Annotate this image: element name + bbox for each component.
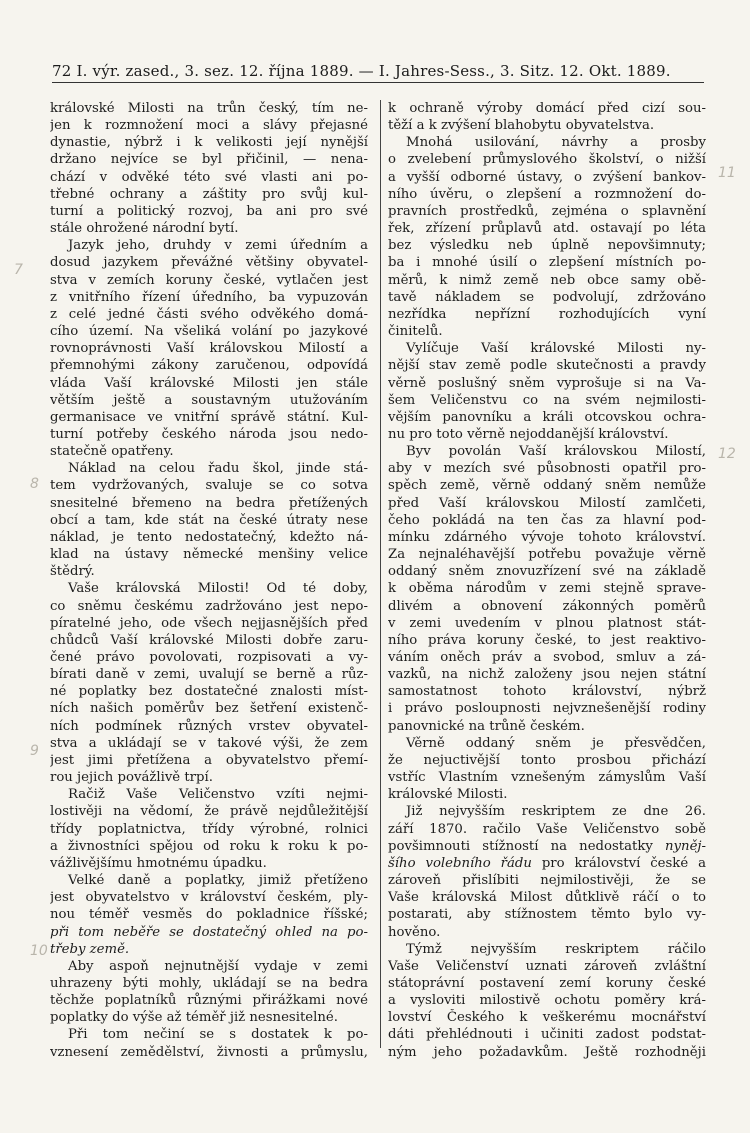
text-line: tem vydržovaných, svaluje se co sotva	[50, 478, 368, 494]
text-line: činitelů.	[388, 324, 443, 340]
text-line: vějším panovníku a králi otcovskou ochra-	[388, 409, 706, 425]
text-line: a vysloviti milostivě ochotu poměry krá-	[388, 993, 706, 1009]
text-line: chází v odvěké této své vlasti ani po-	[50, 169, 368, 185]
text-line: Již nejvyšším reskriptem ze dne 26.	[406, 804, 706, 820]
margin-note-10: 10	[30, 943, 48, 959]
text-line: vznesení zemědělství, živnosti a průmyslu,	[50, 1044, 368, 1060]
text-line: Vaše královská Milosti! Od té doby,	[68, 581, 368, 597]
text-line: né poplatky bez dostatečné znalosti míst-	[50, 684, 368, 700]
text-line: a živnostníci spějou od roku k roku k po-	[50, 838, 368, 854]
text-line: před Vaší královskou Milostí zamlčeti,	[388, 495, 706, 511]
margin-note-9: 9	[30, 743, 39, 759]
text-line: stva v zemích koruny české, vytlačen jest	[50, 272, 368, 288]
text-line: Račiž Vaše Veličenstvo vzíti nejmi-	[68, 787, 368, 803]
text-line: štědrý.	[50, 564, 95, 580]
text-line: vstříc Vlastním vznešeným zámyslům Vaší	[388, 770, 706, 786]
text-line: mínku zdárného vývoje tohoto království.	[388, 529, 706, 545]
text-line: čené právo povolovati, rozpisovati a vy-	[50, 650, 368, 665]
text-line: obcí a tam, kde stát na české útraty nese	[50, 512, 368, 528]
text-line: Věrně oddaný sněm je přesvědčen,	[406, 735, 706, 751]
text-line: šího volebního řádu pro království české a	[388, 855, 706, 871]
text-line: spěch země, věrně oddaný sněm nemůže	[388, 478, 706, 494]
text-line: lostivěji na vědomí, že právě nejdůležitější	[50, 804, 368, 820]
text-line: chůdců Vaší královské Milosti dobře zaru-	[50, 632, 368, 648]
text-line: turní potřeby českého národa jsou nedo-	[50, 426, 368, 442]
text-line: uhrazeny býti mohly, ukládají se na bedra	[50, 975, 368, 991]
text-line: rovnoprávnosti Vaší královskou Milostí a	[50, 341, 368, 357]
text-line: bez výsledku neb úplně nepovšimnuty;	[388, 238, 706, 254]
text-line: vláda Vaší královské Milosti jen stále	[50, 375, 368, 391]
text-line: třebné ochrany a záštity pro svůj kul-	[50, 186, 368, 202]
text-line: větším ještě a soustavným utužováním	[50, 392, 368, 408]
text-line: váním oněch práv a svobod, smluv a zá-	[388, 650, 706, 665]
text-line: ným jeho požadavkům. Ještě rozhodněji	[388, 1044, 706, 1060]
text-line: dáti přehlédnouti i učiniti zadost podstat-	[388, 1027, 706, 1043]
column-divider	[380, 100, 381, 1048]
text-line: hověno.	[388, 924, 441, 940]
text-line: Vylíčuje Vaší královské Milosti ny-	[406, 341, 706, 357]
text-line: při tom neběře se dostatečný ohled na po-	[50, 924, 368, 940]
text-line: září 1870. račilo Vaše Veličenstvo sobě	[388, 821, 706, 837]
text-line: jest obyvatelstvo v království českém, ply-	[50, 890, 368, 906]
text-line: lovství Českého k veškerému mocnářství	[388, 1010, 706, 1026]
text-line: postarati, aby stížnostem těmto bylo vy-	[388, 907, 706, 923]
text-line: rou jejich povážlivě trpí.	[50, 770, 213, 786]
text-line: klad na ústavy německé menšiny velice	[50, 547, 368, 563]
text-line: o zvelebení průmyslového školství, o nižší	[388, 152, 706, 168]
text-line: germanisace ve vnitřní správě státní. Kul-	[50, 409, 368, 425]
text-line: dynastie, nýbrž i k velikosti její nynější	[50, 135, 368, 151]
text-line: Týmž nejvyšším reskriptem ráčilo	[406, 941, 706, 957]
text-line: jen k rozmnožení moci a slávy přejasné	[50, 118, 368, 134]
text-line: nou téměř vesměs do pokladnice říšské;	[50, 907, 368, 923]
text-line: řek, zřízení průplavů atd. ostavají po léta	[388, 221, 706, 237]
text-line: jest jimi přetížena a obyvatelstvo přemí-	[50, 752, 368, 768]
text-line: ba i mnohé úsilí o zlepšení místních po-	[388, 255, 706, 271]
text-line: dosud jazykem převážné většiny obyvatel-	[50, 255, 368, 271]
text-line: třeby země.	[50, 941, 130, 957]
text-line: nu pro toto věrně nejoddanější království.	[388, 426, 669, 442]
text-line: z celé jedné části svého odvěkého domá-	[50, 306, 368, 322]
text-line: třídy poplatnictva, třídy výrobné, rolnici	[50, 821, 368, 837]
margin-note-7: 7	[14, 262, 23, 278]
text-line: královské Milosti.	[388, 787, 508, 803]
text-line: ního úvěru, o zlepšení a rozmnožení do-	[388, 186, 706, 202]
text-line: ních podmínek různých vrstev obyvatel-	[50, 718, 368, 734]
text-line: stále ohrožené národní bytí.	[50, 221, 239, 237]
text-line: měrů, k nimž země neb obce samy obě-	[388, 272, 706, 288]
text-line: držano nejvíce se byl přičinil, — nena-	[50, 152, 368, 168]
text-line: bírati daně v zemi, uvalují se berně a růz-	[50, 667, 368, 683]
text-line: Při tom nečiní se s dostatek k po-	[68, 1027, 368, 1043]
text-line: píratelné jeho, ode všech nejjasnějších před	[50, 615, 368, 631]
text-line: ních našich poměrův bez šetření existenč-	[50, 701, 368, 717]
text-line: nější stav země podle skutečnosti a pravdy	[388, 358, 706, 374]
text-line: turní a politický rozvoj, ba ani pro své	[50, 203, 368, 219]
margin-note-12: 12	[718, 446, 736, 462]
text-line: nezřídka nepřízní rozhodujících vyní	[388, 306, 706, 322]
text-line: Náklad na celou řadu škol, jinde stá-	[68, 461, 368, 477]
text-line: zároveň přislíbiti nejmilostivěji, že se	[388, 873, 706, 889]
text-line: oddaný sněm znovuzřízení své na základě	[388, 564, 706, 580]
text-line: těchže poplatníků různými přirážkami nové	[50, 993, 368, 1009]
margin-note-11: 11	[718, 165, 736, 181]
text-line: že nejuctivější tonto prosbou přichází	[388, 752, 706, 768]
text-line: i právo posloupnosti nejvznešenější rodiny	[388, 701, 706, 717]
text-line: čeho pokládá na ten čas za hlavní pod-	[388, 512, 706, 528]
text-line: Velké daně a poplatky, jimiž přetíženo	[68, 873, 368, 889]
text-line: cího území. Na všeliká volání po jazykové	[50, 324, 368, 340]
text-line: aby v mezích své působnosti opatřil pro-	[388, 461, 706, 477]
text-line: těží a k zvýšení blahobytu obyvatelstva.	[388, 118, 655, 134]
text-line: samostatnost tohoto království, nýbrž	[388, 684, 706, 700]
text-line: šem Veličenstvu co na svém nejmilosti-	[388, 392, 706, 408]
text-line: královské Milosti na trůn český, tím ne-	[50, 101, 368, 116]
text-line: náklad, je tento nedostatečný, kdežto ná-	[50, 529, 368, 545]
text-line: vazků, na nichž založeny jsou nejen státní	[388, 667, 706, 683]
text-line: Vaše Veličenství uznati zároveň zvláštní	[388, 958, 706, 974]
text-line: z vnitřního řízení úředního, ba vypuzován	[50, 289, 368, 305]
text-line: snesitelné břemeno na bedra přetížených	[50, 495, 368, 511]
text-line: stva a ukládají se v takové výši, že zem	[50, 735, 368, 751]
text-line: Mnohá usilování, návrhy a prosby	[406, 135, 706, 151]
text-line: povšimnouti stížností na nedostatky nyněj-	[388, 838, 706, 854]
text-line: poplatky do výše až téměř již nesnesitelné.	[50, 1010, 338, 1026]
text-line: věrně poslušný sněm vyprošuje si na Va-	[388, 375, 706, 391]
text-line: Byv povolán Vaší královskou Milostí,	[406, 444, 706, 460]
text-line: dlivém a obnovení zákonných poměrů	[388, 598, 706, 614]
text-line: a vyšší odborné ústavy, o zvýšení bankov-	[388, 169, 706, 185]
text-line: v zemi uvedením v plnou platnost stát-	[388, 615, 706, 631]
text-line: Vaše královská Milost důtklivě ráčí o to	[388, 890, 706, 906]
text-line: k ochraně výroby domácí před cizí sou-	[388, 101, 706, 116]
text-line: k oběma národům v zemi stejně sprave-	[388, 581, 706, 597]
text-line: pravních prostředků, zejména o splavnění	[388, 203, 706, 219]
text-line: Aby aspoň nejnutnější vydaje v zemi	[68, 958, 368, 974]
text-line: statečně opatřeny.	[50, 444, 174, 460]
left-column	[50, 100, 368, 1061]
text-line: ního práva koruny české, to jest reaktivo-	[388, 632, 706, 648]
right-column	[388, 100, 706, 1061]
text-line: co sněmu českému zadržováno jest nepo-	[50, 598, 368, 614]
margin-note-8: 8	[30, 476, 39, 492]
text-line: vážlivějšímu hmotnému úpadku.	[50, 855, 267, 871]
text-line: tavě nákladem se podvolují, zdržováno	[388, 289, 706, 305]
text-line: přemnohými zákony zaručenou, odpovídá	[50, 358, 368, 374]
text-line: Jazyk jeho, druhdy v zemi úředním a	[68, 238, 368, 254]
text-line: státoprávní postavení zemí koruny české	[388, 975, 706, 991]
page-header: 72 I. výr. zased., 3. sez. 12. října 1889. — I. Jahres-Sess., 3. Sitz. 12. Okt. 1889.	[52, 62, 704, 83]
text-line: panovnické na trůně českém.	[388, 718, 585, 734]
text-line: Za nejnaléhavější potřebu považuje věrně	[388, 547, 706, 563]
